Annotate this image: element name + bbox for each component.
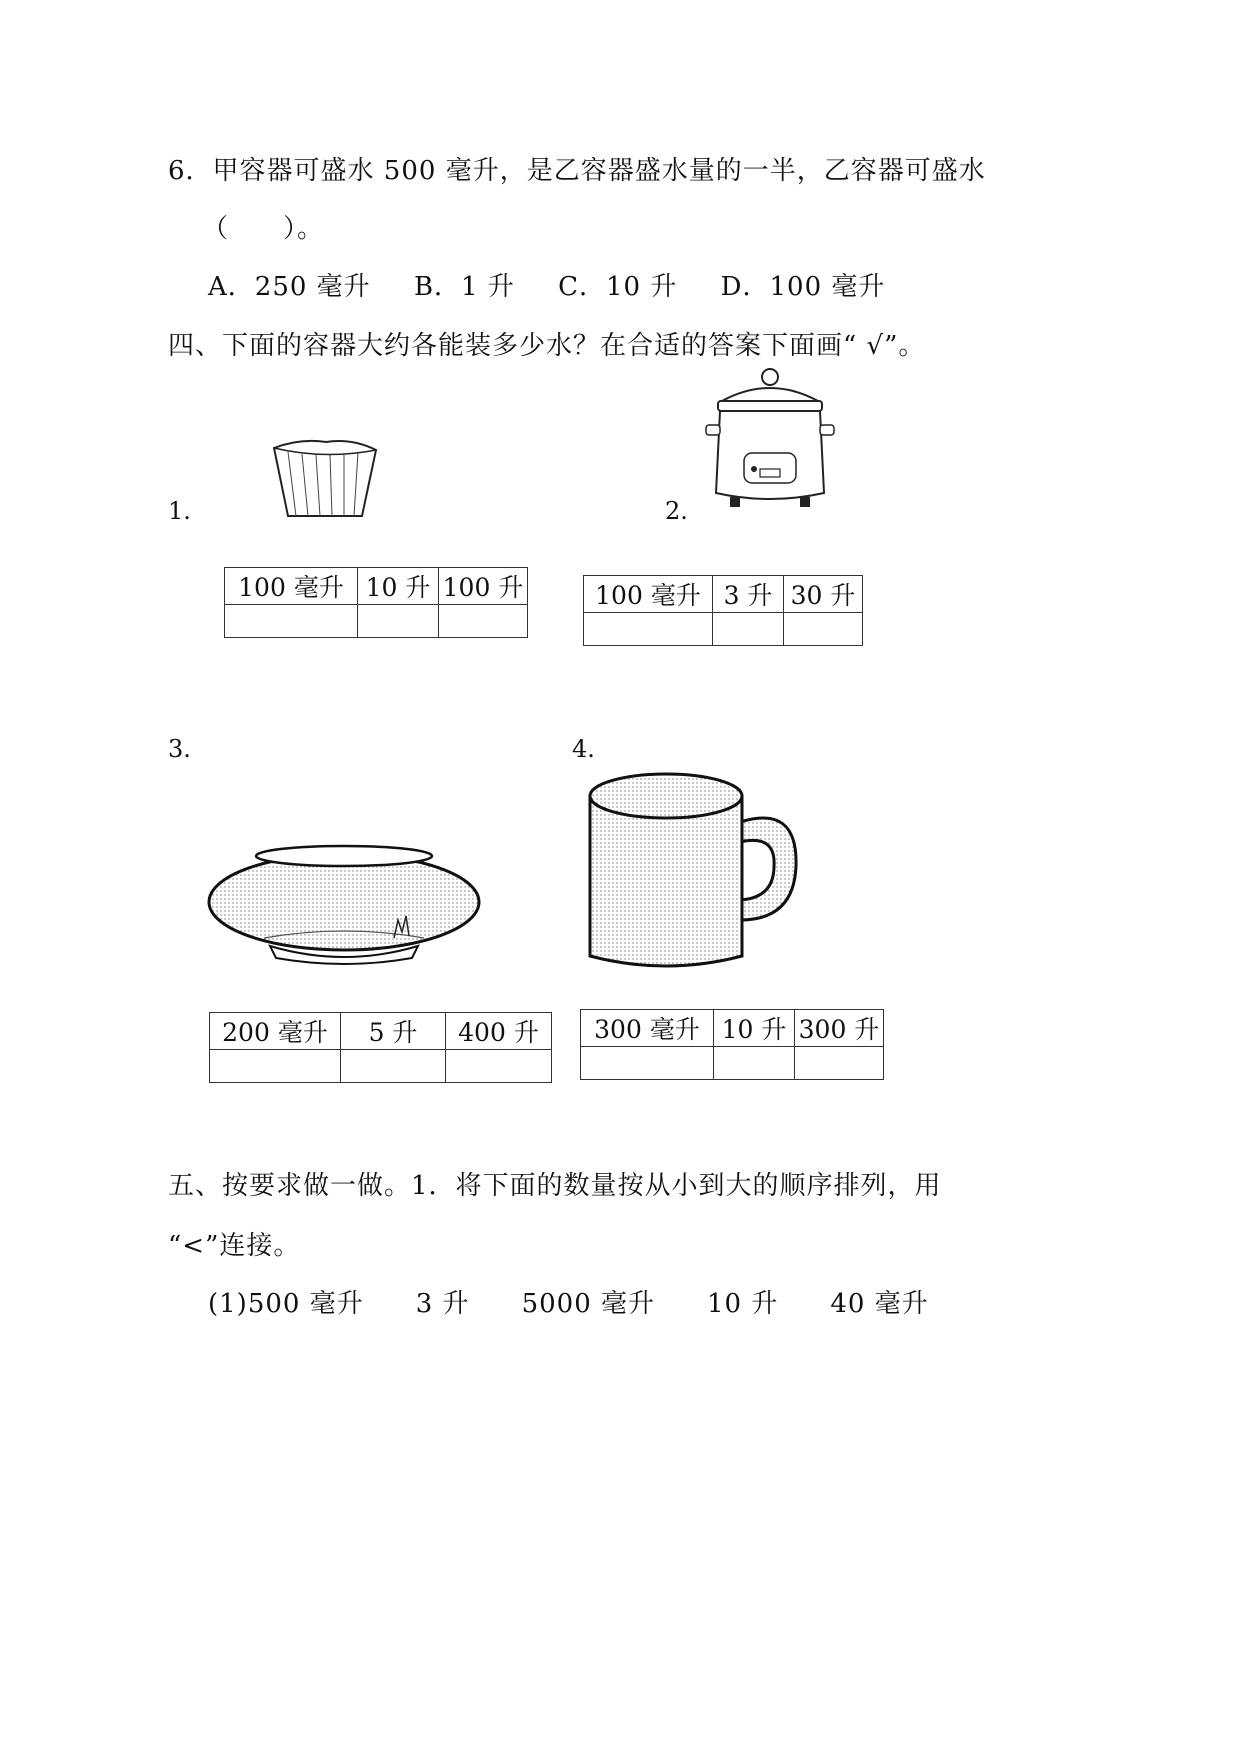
item3-answer-cell[interactable] <box>446 1050 552 1083</box>
item1-number: 1. <box>168 497 191 525</box>
item2-answer-cell[interactable] <box>584 613 713 646</box>
option-a: A．250 毫升 <box>208 272 371 302</box>
option-c: C．10 升 <box>558 272 678 302</box>
sequence-item: 5000 毫升 <box>521 1289 655 1319</box>
item1-choice-3: 100 升 <box>439 568 528 605</box>
section5-line1: 五、按要求做一做。1．将下面的数量按从小到大的顺序排列，用 <box>168 1171 942 1201</box>
item4-choice-table <box>580 1009 884 1080</box>
item3-choice-3: 400 升 <box>446 1013 552 1050</box>
sequence-label: (1) <box>208 1289 248 1319</box>
option-d: D．100 毫升 <box>720 272 886 302</box>
paper-cup-icon <box>270 436 380 520</box>
option-b: B．1 升 <box>413 272 515 302</box>
section5-line2: “<”连接。 <box>168 1231 301 1261</box>
item1-choice-1: 100 毫升 <box>225 568 358 605</box>
item2-answer-cell[interactable] <box>784 613 863 646</box>
mug-icon <box>584 770 800 976</box>
item3-choice-table <box>209 1012 552 1083</box>
sequence-item: 10 升 <box>707 1289 779 1319</box>
item4-choice-1: 300 毫升 <box>581 1010 714 1047</box>
item1-choice-2: 10 升 <box>358 568 439 605</box>
item1-answer-cell[interactable] <box>439 605 528 638</box>
item4-answer-cell[interactable] <box>714 1047 795 1080</box>
item4-answer-cell[interactable] <box>795 1047 884 1080</box>
fish-bowl-icon <box>204 842 484 970</box>
q6-options <box>208 266 919 303</box>
item2-answer-cell[interactable] <box>713 613 784 646</box>
rice-cooker-icon <box>700 365 840 515</box>
item3-answer-cell[interactable] <box>210 1050 341 1083</box>
item2-choice-table <box>583 575 863 646</box>
item2-choice-2: 3 升 <box>713 576 784 613</box>
item4-number: 4. <box>572 735 595 763</box>
item1-choice-table <box>224 567 528 638</box>
item4-choice-3: 300 升 <box>795 1010 884 1047</box>
item2-number: 2. <box>665 497 688 525</box>
item2-choice-3: 30 升 <box>784 576 863 613</box>
section4-title: 四、下面的容器大约各能装多少水？在合适的答案下面画“ √”。 <box>168 331 926 361</box>
q6-line2: （ ）。 <box>202 214 325 244</box>
item3-choice-1: 200 毫升 <box>210 1013 341 1050</box>
item4-choice-2: 10 升 <box>714 1010 795 1047</box>
section5-sequence <box>208 1283 981 1320</box>
sequence-item: 40 毫升 <box>830 1289 929 1319</box>
item3-number: 3. <box>168 735 191 763</box>
item1-answer-cell[interactable] <box>225 605 358 638</box>
q6-line1: 6．甲容器可盛水 500 毫升，是乙容器盛水量的一半，乙容器可盛水 <box>168 156 986 186</box>
sequence-item: 3 升 <box>415 1289 470 1319</box>
item1-answer-cell[interactable] <box>358 605 439 638</box>
item2-choice-1: 100 毫升 <box>584 576 713 613</box>
item3-choice-2: 5 升 <box>341 1013 446 1050</box>
sequence-item: 500 毫升 <box>247 1289 364 1319</box>
item4-answer-cell[interactable] <box>581 1047 714 1080</box>
item3-answer-cell[interactable] <box>341 1050 446 1083</box>
